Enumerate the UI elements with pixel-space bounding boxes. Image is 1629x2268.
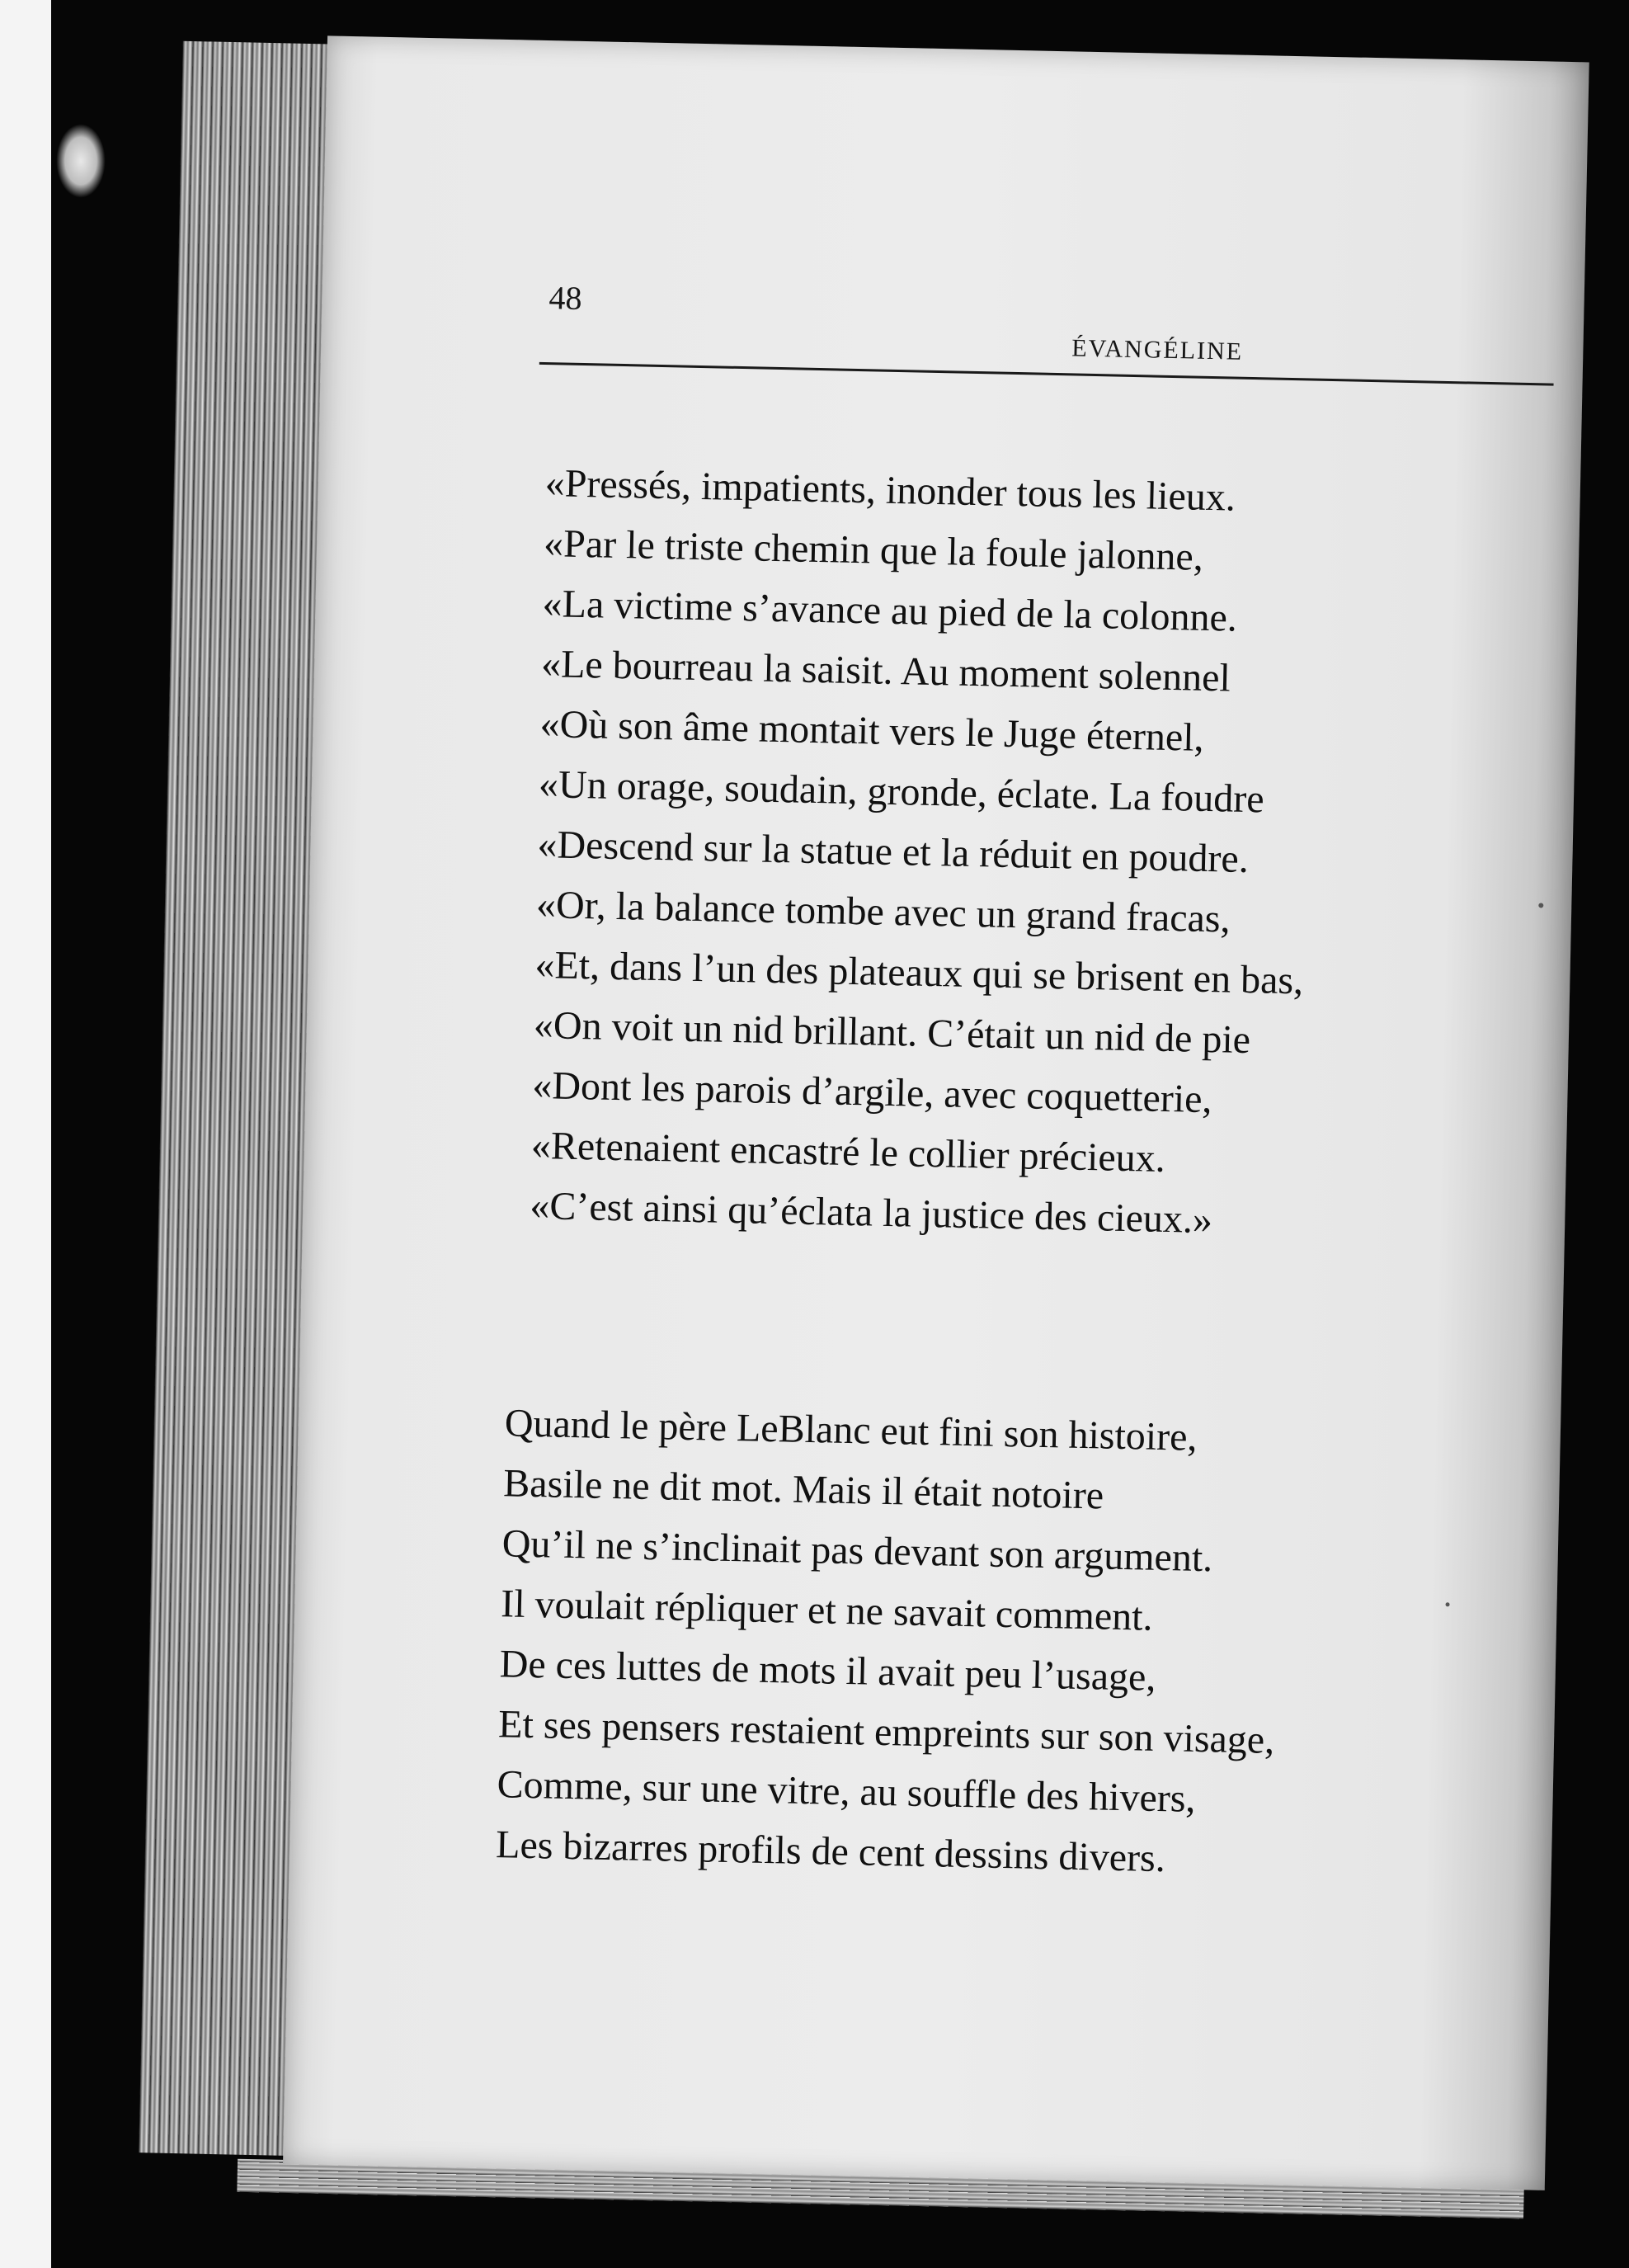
scan-border: [0, 0, 51, 2268]
verse-line: «On voit un nid brillant. C’était un nid de pie: [533, 1002, 1251, 1063]
verse-line: «Et, dans l’un des plateaux qui se brisent en bas,: [534, 942, 1304, 1003]
verse-line: «Où son âme montait vers le Juge éternel,: [539, 701, 1205, 760]
verse-line: «C’est ainsi qu’éclata la justice des cieux.»: [529, 1183, 1213, 1242]
verse-line: «Dont les parois d’argile, avec coquetterie,: [531, 1063, 1212, 1122]
verse-line: «Or, la balance tombe avec un grand fracas,: [535, 882, 1231, 941]
scan-dot: [1445, 1602, 1449, 1606]
page-number: 48: [548, 279, 582, 317]
verse-line: «Pressés, impatients, inonder tous les lieux.: [544, 461, 1236, 520]
verse-line: Comme, sur une vitre, au souffle des hivers,: [497, 1762, 1197, 1821]
scan-speck: [56, 124, 106, 198]
verse-line: De ces luttes de mots il avait peu l’usage,: [499, 1642, 1156, 1700]
verse-line: Basile ne dit mot. Mais il était notoire: [502, 1461, 1104, 1518]
running-head: ÉVANGÉLINE: [1071, 334, 1244, 365]
verse-line: «Le bourreau la saisit. Au moment solennel: [540, 642, 1231, 700]
verse-line: «Par le triste chemin que la foule jalonne,: [543, 521, 1204, 579]
verse-line: «La victime s’avance au pied de la colonne.: [542, 582, 1238, 640]
verse-line: Et ses pensers restaient empreints sur son visage,: [497, 1702, 1275, 1762]
verse-line: Les bizarres profils de cent dessins divers.: [495, 1822, 1166, 1881]
verse-line: «Descend sur la statue et la réduit en poudre.: [537, 822, 1250, 882]
verse-line: «Retenaient encastré le collier précieux.: [530, 1123, 1166, 1181]
scan-dot: [1538, 903, 1543, 908]
stanza-narrative: [495, 1393, 1281, 1891]
verse-line: Quand le père LeBlanc eut fini son histoire,: [504, 1401, 1198, 1459]
verse-line: Il voulait répliquer et ne savait comment.: [500, 1582, 1154, 1639]
book: [139, 17, 1629, 2200]
verse-line: «Un orage, soudain, gronde, éclate. La foudre: [538, 762, 1265, 822]
verse-line: Qu’il ne s’inclinait pas devant son argument.: [501, 1521, 1213, 1581]
stanza-legend-quote: [530, 453, 1314, 1252]
